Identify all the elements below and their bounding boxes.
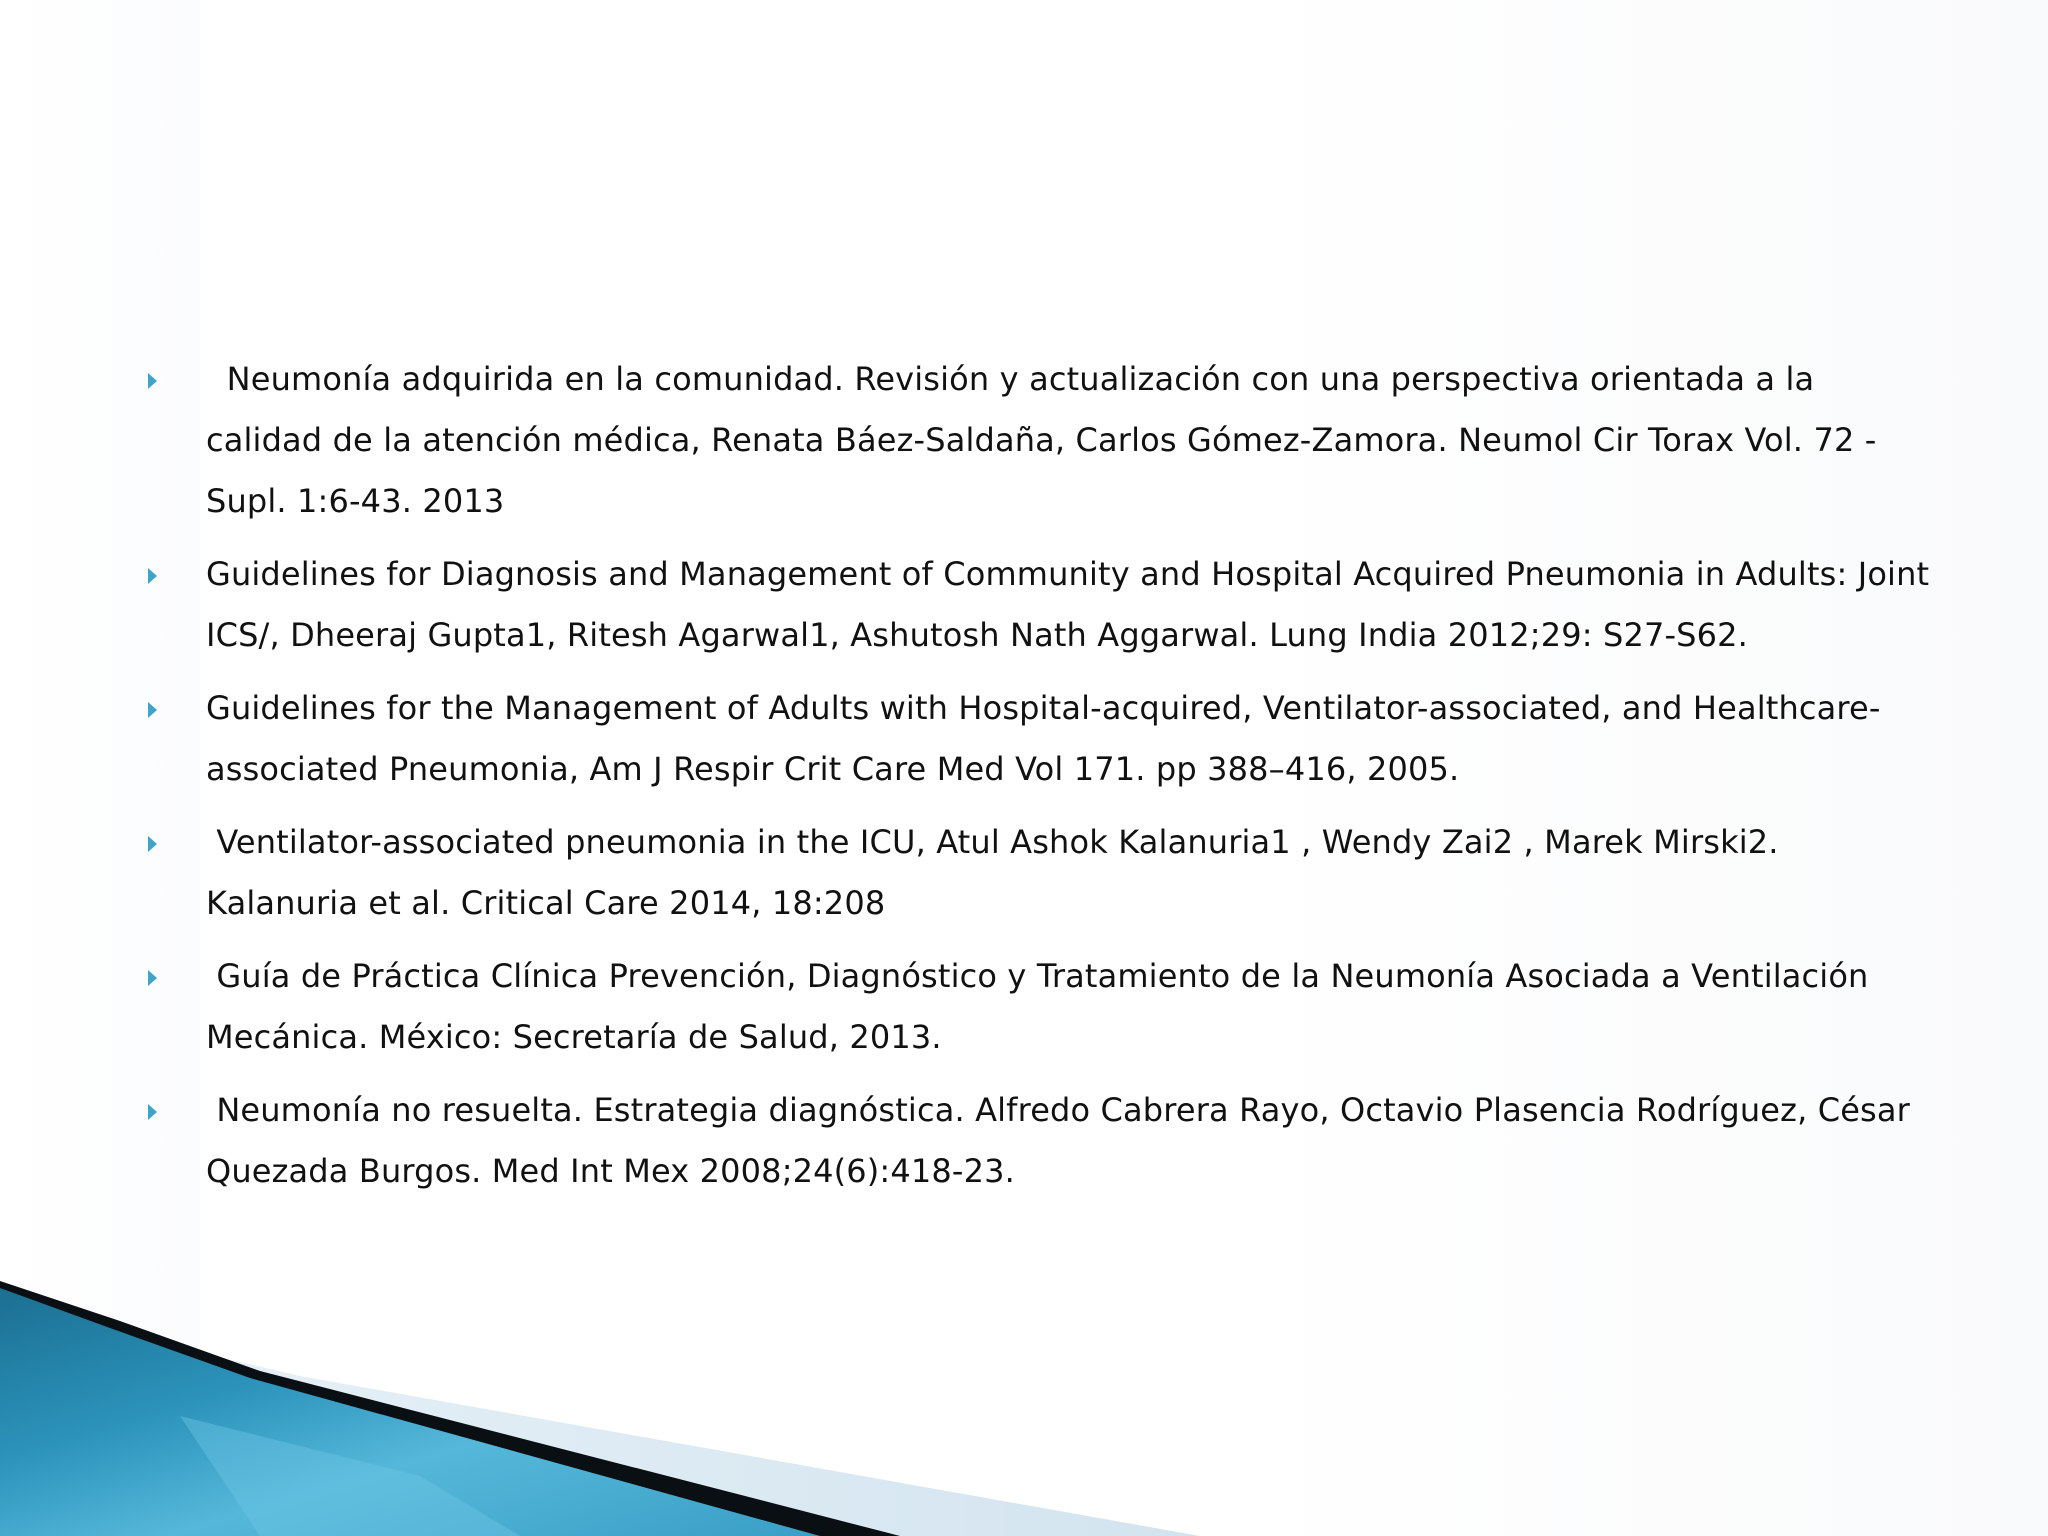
reference-text: Neumonía adquirida en la comunidad. Revisión y actualización con una perspectiva orientada a la calidad de la atención médica, Renata Báez-Saldaña, Carlos Gómez-Zamora. Neumol Cir Torax Vol. 72 - Supl. 1:6-43. 2013 bbox=[206, 360, 1887, 520]
reference-text: Ventilator-associated pneumonia in the ICU, Atul Ashok Kalanuria1 , Wendy Zai2 , Marek Mirski2. Kalanuria et al. Critical Care 2014, 18:208 bbox=[206, 823, 1789, 922]
reference-text: Neumonía no resuelta. Estrategia diagnóstica. Alfredo Cabrera Rayo, Octavio Plasencia Rodríguez, César Quezada Burgos. Med Int Mex 2008;24(6):418-23. bbox=[206, 1091, 1921, 1190]
bullet-arrow-icon bbox=[148, 568, 157, 584]
reference-text: Guidelines for the Management of Adults with Hospital-acquired, Ventilator-associated, and Healthcare-associated Pneumonia, Am J Respir Crit Care Med Vol 171. pp 388–416, 2005. bbox=[206, 689, 1881, 788]
bullet-arrow-icon bbox=[148, 836, 157, 852]
reference-item-1 bbox=[148, 349, 1938, 532]
bullet-arrow-icon bbox=[148, 1104, 157, 1120]
reference-item-4 bbox=[148, 812, 1938, 934]
reference-item-3 bbox=[148, 678, 1938, 800]
reference-list bbox=[148, 349, 1938, 1214]
reference-text: Guía de Práctica Clínica Prevención, Diagnóstico y Tratamiento de la Neumonía Asociada a Ventilación Mecánica. México: Secretaría de Salud, 2013. bbox=[206, 957, 1879, 1056]
reference-text: Guidelines for Diagnosis and Management of Community and Hospital Acquired Pneumonia in Adults: Joint ICS/, Dheeraj Gupta1, Ritesh Agarwal1, Ashutosh Nath Aggarwal. Lung India 2012;29: S27-S62. bbox=[206, 555, 1930, 654]
reference-item-2 bbox=[148, 544, 1938, 666]
bullet-arrow-icon bbox=[148, 970, 157, 986]
corner-wave-decoration bbox=[0, 1276, 2048, 1536]
bullet-arrow-icon bbox=[148, 702, 157, 718]
bullet-arrow-icon bbox=[148, 373, 157, 389]
reference-item-5 bbox=[148, 946, 1938, 1068]
reference-item-6 bbox=[148, 1080, 1938, 1202]
